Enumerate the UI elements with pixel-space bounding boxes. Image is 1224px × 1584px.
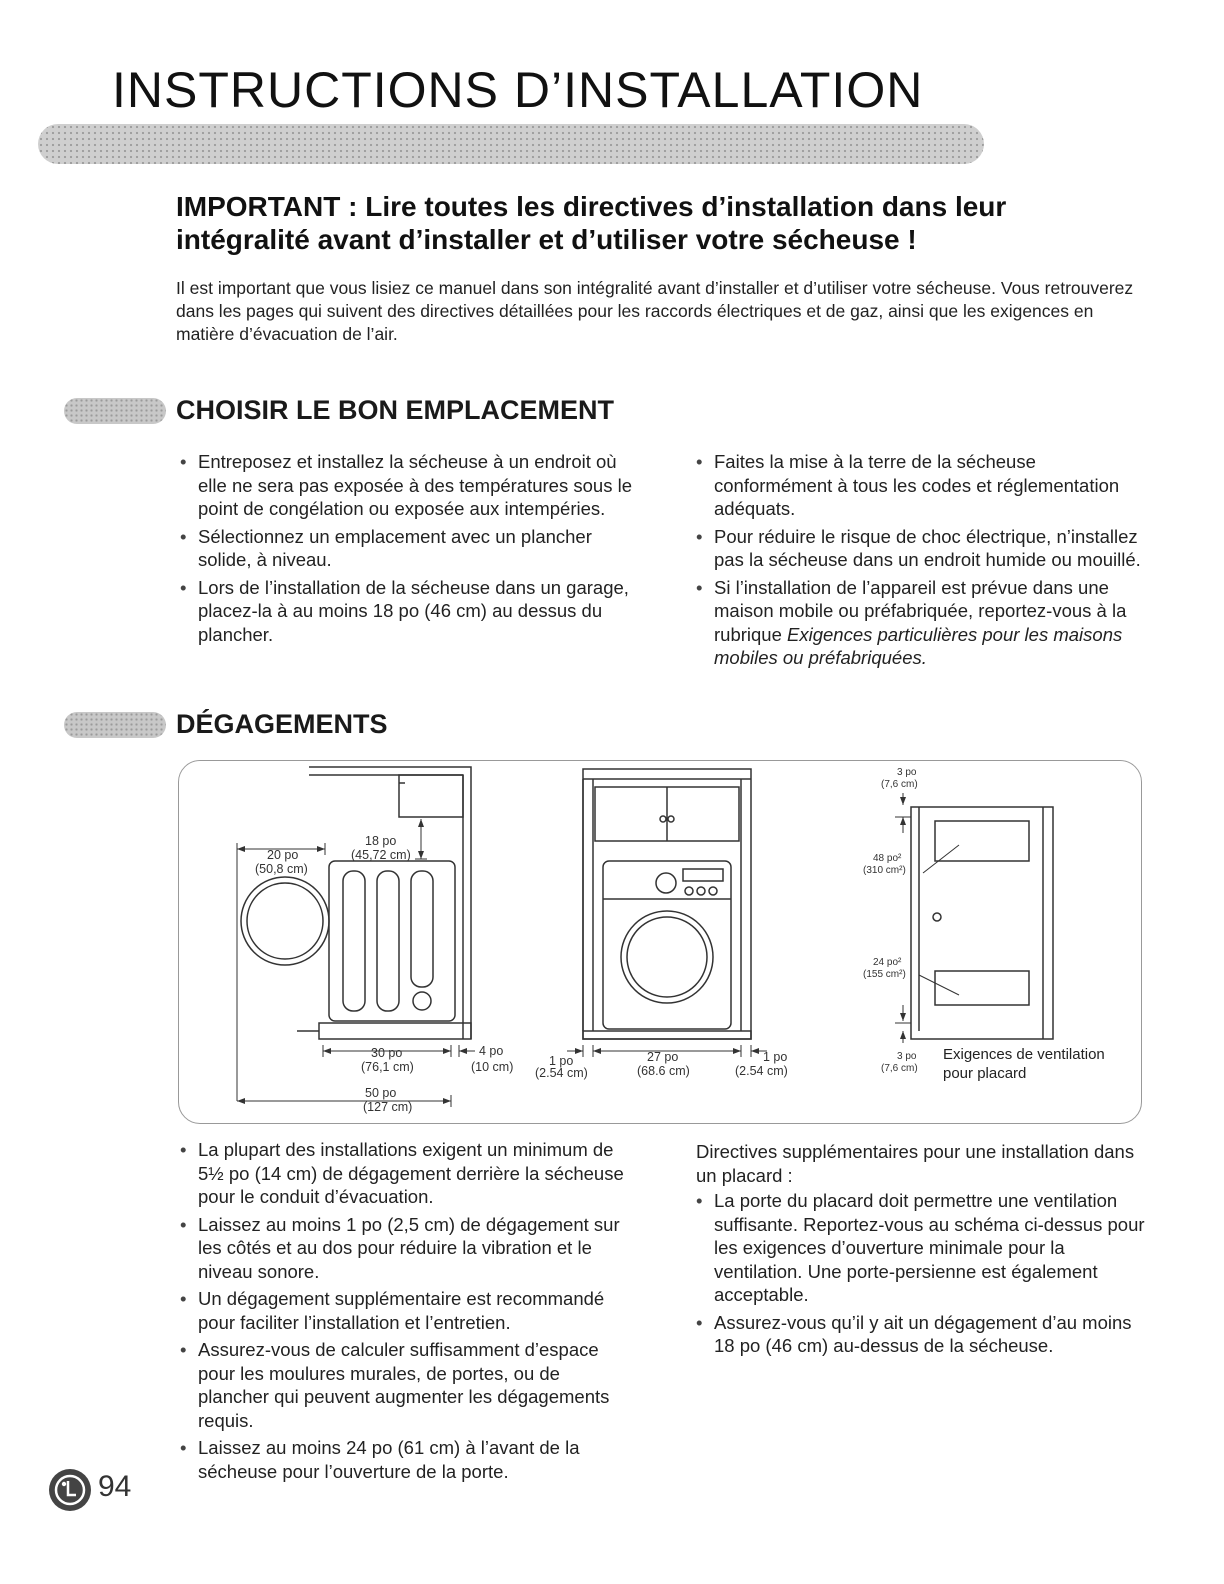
list-item: • Assurez-vous qu’il y ait un dégagement d’au moins 18 po (46 cm) au-dessus de la sécheuse. — [692, 1311, 1152, 1358]
location-list-right — [692, 450, 1152, 674]
list-item: • Un dégagement supplémentaire est recommandé pour faciliter l’installation et l’entretien. — [176, 1287, 636, 1334]
intro-paragraph: Il est important que vous lisiez ce manuel dans son intégralité avant d’installer et d’utiliser votre sécheuse. Vous retrouverez dans les pages qui suivent des directives détaillées pour les raccords électriques et de gaz, ainsi que les exigences en matière d’évacuation de l’air. — [176, 278, 1134, 344]
section-marker-location — [64, 398, 166, 424]
label-side-30-cm: (76,1 cm) — [361, 1060, 414, 1074]
label-side-30-po: 30 po — [371, 1046, 403, 1060]
list-item: • Pour réduire le risque de choc électrique, n’installez pas la sécheuse dans un endroit humide ou mouillé. — [692, 525, 1152, 572]
front-dryer-door — [621, 911, 713, 1003]
list-item: • Sélectionnez un emplacement avec un plancher solide, à niveau. — [176, 525, 646, 572]
label-side-4-cm: (10 cm) — [471, 1060, 514, 1074]
side-cabinet — [399, 775, 463, 817]
section-heading-clearances: DÉGAGEMENTS — [176, 709, 388, 739]
closet-door-frame — [911, 807, 1053, 1039]
list-item: • Assurez-vous de calculer suffisamment d’espace pour les moulures murales, de portes, ou de plancher qui peuvent augmenter les dégagements requis. — [176, 1338, 636, 1432]
label-side-4-po: 4 po — [479, 1044, 504, 1058]
label-front-27-po: 27 po — [647, 1050, 679, 1064]
label-side-50-po: 50 po — [365, 1086, 397, 1100]
list-item-text: Si l’installation de l’appareil est prévue dans une maison mobile ou préfabriquée, reportez-vous à la rubrique — [714, 576, 1127, 645]
clearance-diagram-svg — [179, 761, 1143, 1125]
diagram-caption-line1: Exigences de ventilation — [943, 1046, 1105, 1063]
side-door-open — [241, 877, 329, 965]
label-door-24-po: 24 po² — [873, 957, 902, 968]
label-door-3-po-top: 3 po — [897, 767, 917, 778]
clearances-list-left — [176, 1138, 636, 1487]
page-title: INSTRUCTIONS D’INSTALLATION — [112, 62, 924, 118]
list-item: • Lors de l’installation de la sécheuse dans un garage, placez-la à au moins 18 po (46 cm) au dessus du plancher. — [176, 576, 646, 647]
side-dryer-body — [329, 861, 455, 1021]
label-door-24-cm: (155 cm²) — [863, 969, 906, 980]
closet-vent-top — [935, 821, 1029, 861]
title-decorative-bar — [38, 124, 984, 164]
list-item: • La porte du placard doit permettre une ventilation suffisante. Reportez-vous au schéma ci-dessus pour les exigences d’ouverture minimale pour la ventilation. Une porte-persienne est également acceptable. — [692, 1189, 1152, 1307]
section-marker-clearances — [64, 712, 166, 738]
page-number: 94 — [98, 1470, 132, 1503]
list-item: • La plupart des installations exigent un minimum de 5½ po (14 cm) de dégagement derrière la sécheuse pour le conduit d’évacuation. — [176, 1138, 636, 1209]
closet-vent-bottom — [935, 971, 1029, 1005]
label-side-20-cm: (50,8 cm) — [255, 862, 308, 876]
label-side-18-po: 18 po — [365, 834, 397, 848]
clearances-list-right — [692, 1189, 1152, 1362]
location-list-left — [176, 450, 646, 650]
label-door-48-cm: (310 cm²) — [863, 865, 906, 876]
diagram-caption-line2: pour placard — [943, 1065, 1027, 1082]
label-door-3-po-bottom: 3 po — [897, 1051, 917, 1062]
list-item: • Laissez au moins 24 po (61 cm) à l’avant de la sécheuse pour l’ouverture de la porte. — [176, 1436, 636, 1483]
lg-logo-icon — [48, 1468, 92, 1512]
list-item: • Faites la mise à la terre de la sécheuse conformément à tous les codes et réglementation adéquats. — [692, 450, 1152, 521]
front-dryer-dial — [656, 873, 676, 893]
list-item-italic-reference: Exigences particulières pour les maisons mobiles ou préfabriquées. — [714, 623, 1123, 668]
label-front-1-cm-left: (2.54 cm) — [535, 1066, 588, 1080]
list-item: • Laissez au moins 1 po (2,5 cm) de dégagement sur les côtés et au dos pour réduire la vibration et le niveau sonore. — [176, 1213, 636, 1284]
list-item: • Entreposez et installez la sécheuse à un endroit où elle ne sera pas exposée à des températures sous le point de congélation ou exposée aux intempéries. — [176, 450, 646, 521]
clearance-diagram — [178, 760, 1142, 1124]
closet-door-knob — [933, 913, 941, 921]
important-heading: IMPORTANT : Lire toutes les directives d’installation dans leur intégralité avant d’installer et d’utiliser votre sécheuse ! — [176, 191, 1007, 255]
side-wall — [309, 767, 471, 1039]
label-front-1-po-right: 1 po — [763, 1050, 788, 1064]
label-side-50-cm: (127 cm) — [363, 1100, 413, 1114]
label-door-3-cm-top: (7,6 cm) — [881, 779, 918, 790]
label-front-27-cm: (68.6 cm) — [637, 1064, 690, 1078]
list-item — [692, 576, 1152, 670]
label-side-18-cm: (45,72 cm) — [351, 848, 411, 862]
closet-intro: Directives supplémentaires pour une installation dans un placard : — [696, 1141, 1135, 1186]
label-door-48-po: 48 po² — [873, 853, 902, 864]
section-heading-location: CHOISIR LE BON EMPLACEMENT — [176, 395, 615, 425]
label-front-1-po-left: 1 po — [549, 1054, 574, 1068]
label-side-20-po: 20 po — [267, 848, 299, 862]
label-front-1-cm-right: (2.54 cm) — [735, 1064, 788, 1078]
label-door-3-cm-bottom: (7,6 cm) — [881, 1063, 918, 1074]
